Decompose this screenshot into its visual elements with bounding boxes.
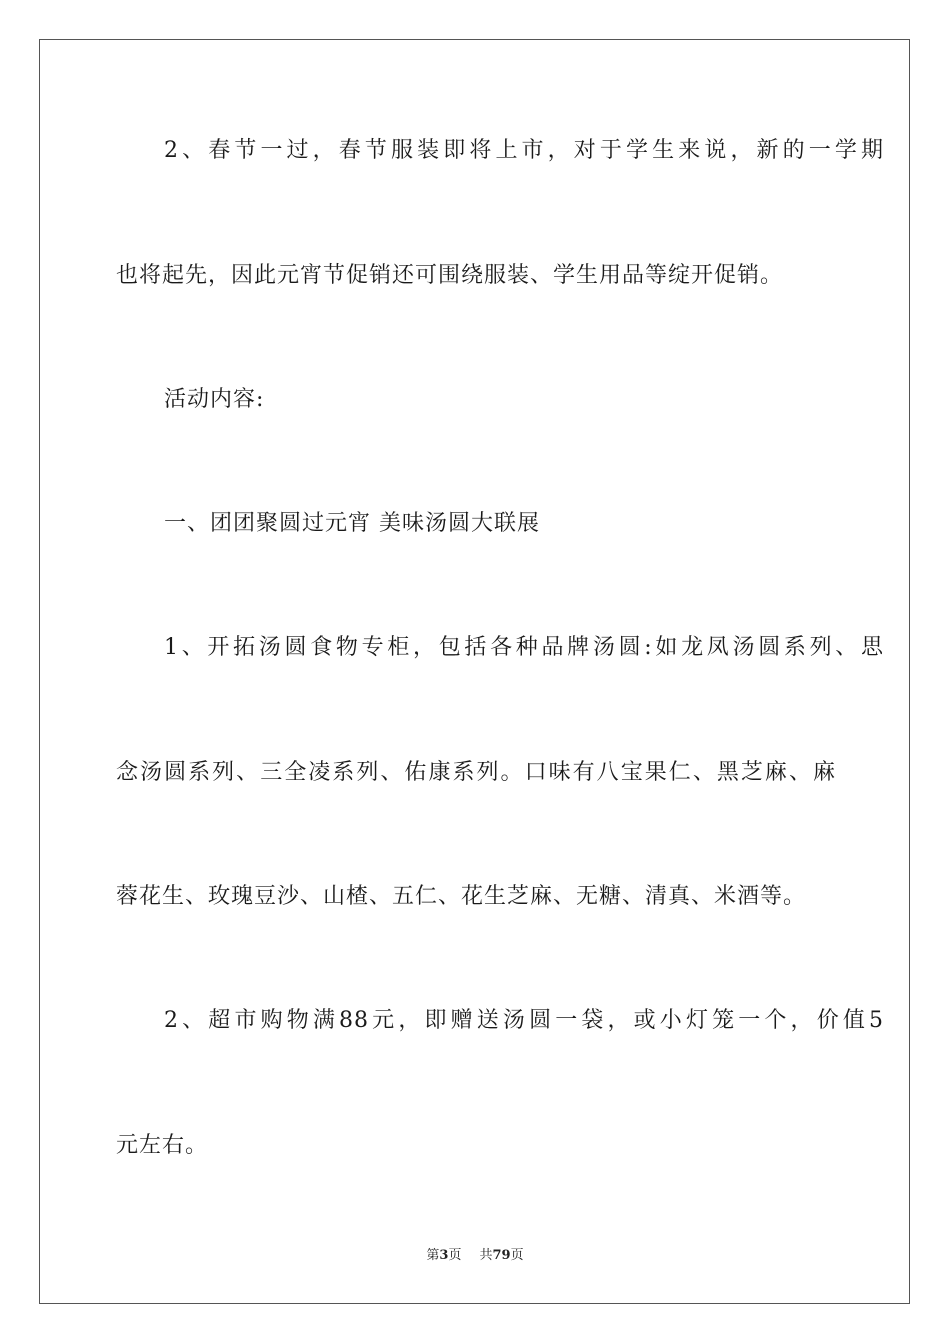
paragraph-line: 念汤圆系列、三全凌系列、佑康系列。口味有八宝果仁、黑芝麻、麻 bbox=[116, 760, 836, 785]
page-footer bbox=[0, 1247, 950, 1265]
footer-page-number: 3 bbox=[439, 1248, 449, 1263]
footer-page-suffix: 页 bbox=[448, 1248, 462, 1263]
footer-total-suffix: 页 bbox=[510, 1248, 524, 1263]
paragraph-line: 2、超市购物满88元，即赠送汤圆一袋，或小灯笼一个，价值5 bbox=[164, 1008, 884, 1033]
footer-total-pages: 79 bbox=[492, 1248, 511, 1263]
paragraph-line: 元左右。 bbox=[116, 1133, 209, 1158]
footer-total-prefix: 共 bbox=[479, 1248, 493, 1263]
paragraph-line: 蓉花生、玫瑰豆沙、山楂、五仁、花生芝麻、无糖、清真、米酒等。 bbox=[116, 884, 807, 909]
paragraph-line: 1、开拓汤圆食物专柜，包括各种品牌汤圆:如龙凤汤圆系列、思 bbox=[164, 635, 884, 660]
section-heading: 一、团团聚圆过元宵 美味汤圆大联展 bbox=[164, 511, 540, 536]
paragraph-line: 也将起先，因此元宵节促销还可围绕服装、学生用品等绽开促销。 bbox=[116, 263, 784, 288]
page-border bbox=[39, 39, 910, 1304]
section-label: 活动内容: bbox=[164, 387, 265, 412]
paragraph-line: 2、春节一过，春节服装即将上市，对于学生来说，新的一学期 bbox=[164, 138, 884, 163]
footer-page-prefix: 第 bbox=[426, 1248, 440, 1263]
